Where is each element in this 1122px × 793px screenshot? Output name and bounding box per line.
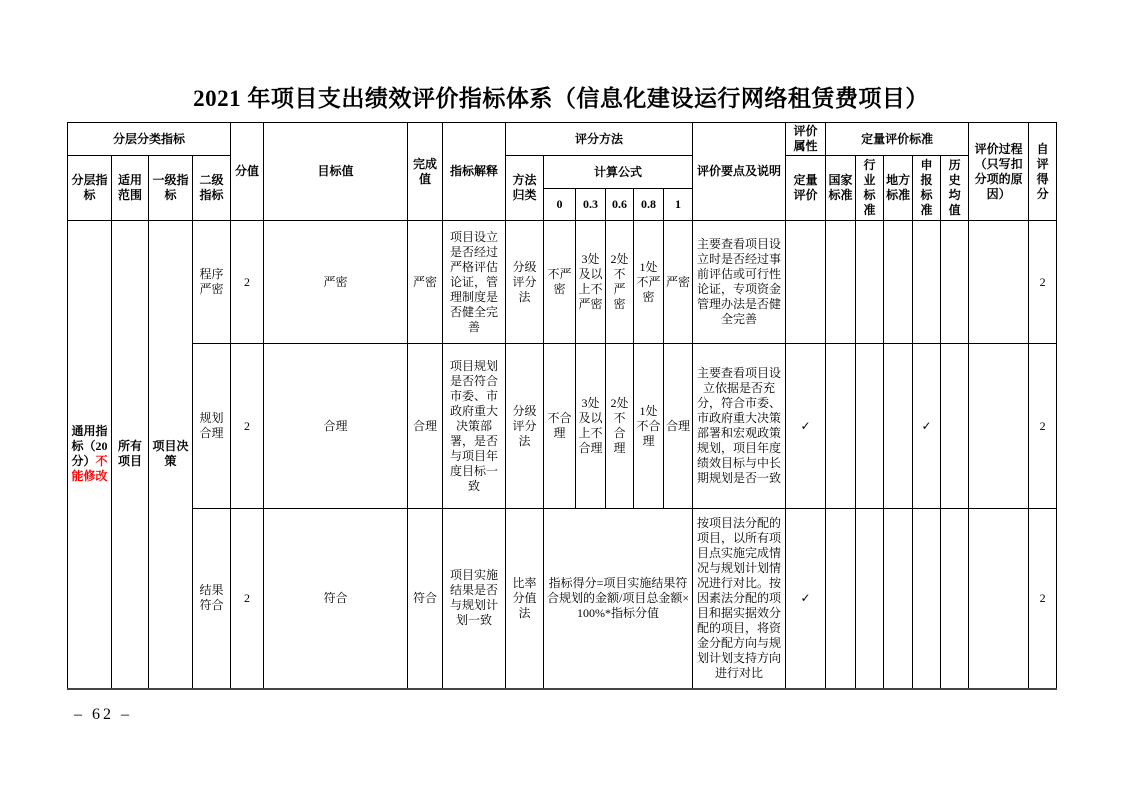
cell-industry [856,509,884,689]
indicator-table-wrapper [67,122,1057,690]
col-header-local: 地方标准 [884,156,913,221]
tick-08: 0.8 [634,189,664,221]
col-header-self-score: 自评得分 [1029,123,1057,221]
cell-self-score: 2 [1029,509,1057,689]
cell-f06: 2处不合理 [606,344,634,509]
cell-completion: 符合 [408,509,443,689]
col-header-points: 评价要点及说明 [693,123,786,221]
cell-f08: 1处不严密 [634,221,664,344]
cell-f03: 3处及以上不合理 [576,344,606,509]
cell-formula: 指标得分=项目实施结果符合规划的金额/项目总金额×100%*指标分值 [544,509,693,689]
cell-level2: 结果符合 [193,509,231,689]
cell-explain: 项目设立是否经过严格评估论证，管理制度是否健全完善 [443,221,506,344]
header-group-hierarchical: 分层分类指标 [68,123,231,156]
cell-points: 按项目法分配的项目，以所有项目点实施完成情况与规划计划情况进行对比。按因素法分配的项目和据实据效分配的项目，将资金分配方向与规划计划支持方向进行对比 [693,509,786,689]
table-row-planning [68,344,1057,509]
tick-06: 0.6 [606,189,634,221]
cell-national [826,221,856,344]
cell-method: 分级评分法 [506,221,544,344]
tick-1: 1 [664,189,693,221]
col-header-national: 国家标准 [826,156,856,221]
col-header-quant: 定量评价 [786,156,826,221]
cell-quant-check: ✓ [786,509,826,689]
cell-history [941,221,969,344]
cell-f1: 严密 [664,221,693,344]
cell-completion: 严密 [408,221,443,344]
cell-explain: 项目规划是否符合市委、市政府重大决策部署，是否与项目年度目标一致 [443,344,506,509]
cell-process [969,344,1029,509]
col-header-target: 目标值 [264,123,408,221]
cell-f0: 不合理 [544,344,576,509]
col-header-level1: 一级指标 [149,156,193,221]
cell-national [826,509,856,689]
table-row-procedure [68,221,1057,344]
cell-declared [913,509,941,689]
header-group-scoring: 评分方法 [506,123,693,156]
tick-0: 0 [544,189,576,221]
cell-score: 2 [231,509,264,689]
cell-history [941,344,969,509]
col-header-completion: 完成值 [408,123,443,221]
col-header-industry: 行业标准 [856,156,884,221]
indicator-table [67,122,1057,690]
cell-industry [856,344,884,509]
cell-layer-indicator [68,221,112,689]
cell-declared [913,221,941,344]
col-header-explain: 指标解释 [443,123,506,221]
cell-points: 主要查看项目设立依据是否充分，符合市委、市政府重大决策部署和宏观政策规划，项目年度绩效目标与中长期规划是否一致 [693,344,786,509]
cell-process [969,509,1029,689]
cell-target: 合理 [264,344,408,509]
cell-local [884,221,913,344]
col-header-process: 评价过程（只写扣分项的原因） [969,123,1029,221]
cell-level2: 程序严密 [193,221,231,344]
cell-local [884,509,913,689]
col-header-scope: 适用范围 [112,156,149,221]
cell-f08: 1处不合理 [634,344,664,509]
cell-method: 分级评分法 [506,344,544,509]
table-row-result [68,509,1057,689]
page-number: – 62 – [74,706,132,723]
tick-03: 0.3 [576,189,606,221]
cell-f1: 合理 [664,344,693,509]
col-header-declared: 申报标准 [913,156,941,221]
cell-level1: 项目决策 [149,221,193,689]
cell-points: 主要查看项目设立时是否经过事前评估或可行性论证，专项资金管理办法是否健全完善 [693,221,786,344]
col-header-history: 历史均值 [941,156,969,221]
layer-red-note: 不能修改 [71,454,108,484]
cell-explain: 项目实施结果是否与规划计划一致 [443,509,506,689]
cell-level2: 规划合理 [193,344,231,509]
cell-declared-check: ✓ [913,344,941,509]
col-header-score: 分值 [231,123,264,221]
col-header-layer: 分层指标 [68,156,112,221]
cell-national [826,344,856,509]
header-row-1 [68,123,1057,156]
header-row-2 [68,156,1057,189]
cell-history [941,509,969,689]
header-group-attribute: 评价属性 [786,123,826,156]
cell-industry [856,221,884,344]
cell-target: 符合 [264,509,408,689]
cell-quant-check: ✓ [786,344,826,509]
cell-score: 2 [231,344,264,509]
col-header-method: 方法归类 [506,156,544,221]
cell-f03: 3处及以上不严密 [576,221,606,344]
layer-text: 通用指标（20分） [71,424,108,469]
cell-self-score: 2 [1029,221,1057,344]
cell-target: 严密 [264,221,408,344]
cell-method: 比率分值法 [506,509,544,689]
col-header-level2: 二级指标 [193,156,231,221]
cell-score: 2 [231,221,264,344]
cell-self-score: 2 [1029,344,1057,509]
cell-f06: 2处不严密 [606,221,634,344]
cell-f0: 不严密 [544,221,576,344]
cell-scope: 所有项目 [112,221,149,689]
cell-completion: 合理 [408,344,443,509]
cell-quant-check [786,221,826,344]
cell-local [884,344,913,509]
page-title: 2021 年项目支出绩效评价指标体系（信息化建设运行网络租赁费项目） [193,86,929,111]
header-group-standards: 定量评价标准 [826,123,969,156]
header-group-formula: 计算公式 [544,156,693,189]
cell-process [969,221,1029,344]
